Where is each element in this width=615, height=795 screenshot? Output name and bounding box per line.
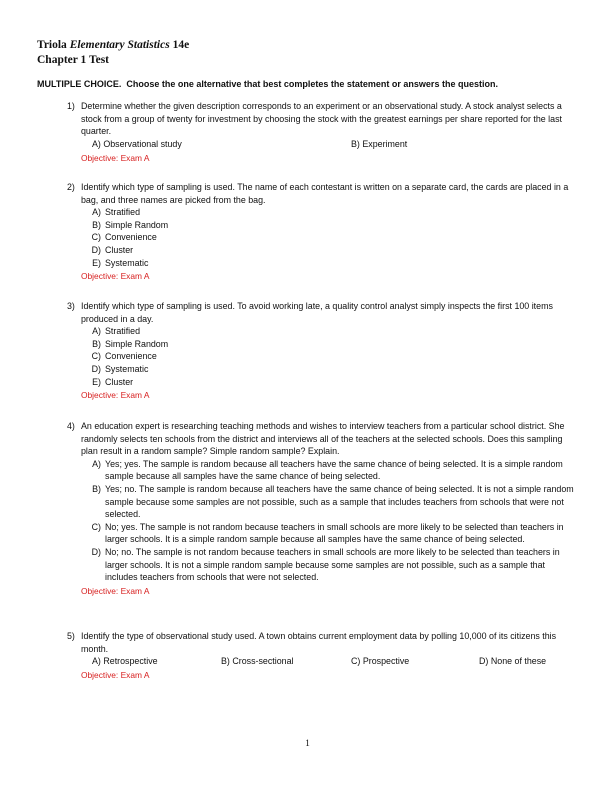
options-row xyxy=(77,138,579,151)
question-1 xyxy=(67,100,579,164)
option-e[interactable] xyxy=(81,257,579,270)
question-number: 2) xyxy=(67,182,75,192)
question-text: An education expert is researching teaching methods and wishes to interview teachers from a particular school district. She randomly selects ten schools from the district and interviews all of the teachers at the selected schools. Does this sampling plan result in a random sample? Simple random sample? Explain. xyxy=(81,421,565,457)
option-letter: B) xyxy=(221,656,230,667)
objective-label: Objective: Exam A xyxy=(81,585,150,596)
option-letter: B) xyxy=(92,219,101,230)
option-text: Observational study xyxy=(103,138,182,149)
options-list xyxy=(81,206,579,269)
question-stem xyxy=(67,100,579,138)
question-4 xyxy=(67,420,579,597)
question-stem xyxy=(67,420,579,458)
question-stem xyxy=(67,181,579,206)
option-e[interactable] xyxy=(81,376,579,389)
question-number: 5) xyxy=(67,631,75,641)
question-2 xyxy=(67,181,579,282)
book-title: Elementary Statistics xyxy=(69,39,170,51)
option-c[interactable] xyxy=(351,655,409,668)
question-number: 1) xyxy=(67,101,75,111)
option-text: Yes; no. The sample is random because all teachers have the same chance of being selected. It is not a simple random sample because some samples are not possible, such as a sample that includes teachers from schools that were not selected. xyxy=(105,483,574,520)
option-c[interactable] xyxy=(81,521,579,546)
option-a[interactable] xyxy=(92,138,182,151)
objective-label: Objective: Exam A xyxy=(81,271,150,282)
option-letter: D) xyxy=(479,656,489,667)
question-text: Identify which type of sampling is used. To avoid working late, a quality control analyst simply inspects the first 100 items produced in a day. xyxy=(81,301,553,324)
option-letter: D) xyxy=(91,546,101,557)
option-a[interactable] xyxy=(81,458,579,483)
option-letter: A) xyxy=(92,207,101,218)
option-d[interactable] xyxy=(81,546,579,584)
option-b[interactable] xyxy=(221,655,294,668)
question-text: Identify which type of sampling is used. The name of each contestant is written on a separate card, the cards are placed in a bag, and three names are picked from the bag. xyxy=(81,182,569,205)
question-number: 4) xyxy=(67,421,75,431)
option-letter: E) xyxy=(92,376,101,387)
option-text: Convenience xyxy=(105,232,157,243)
objective-label: Objective: Exam A xyxy=(81,390,150,401)
option-text: Simple Random xyxy=(105,338,169,349)
question-5 xyxy=(67,630,579,681)
page-number: 1 xyxy=(305,739,310,749)
option-a[interactable] xyxy=(81,325,579,338)
option-text: No; yes. The sample is not random because teachers in small schools are more likely to be selected than teachers in larger schools. It is a simple random sample because all samples have the same chance of being selected. xyxy=(105,521,564,545)
option-letter: C) xyxy=(91,521,101,532)
option-text: None of these xyxy=(490,656,547,667)
question-stem xyxy=(67,300,579,325)
option-letter: A) xyxy=(92,326,101,337)
option-text: Stratified xyxy=(105,326,141,337)
option-letter: A) xyxy=(92,656,101,667)
objective-label: Objective: Exam A xyxy=(81,152,150,163)
option-letter: B) xyxy=(92,338,101,349)
option-b[interactable] xyxy=(81,483,579,521)
option-d[interactable] xyxy=(81,244,579,257)
question-text: Identify the type of observational study used. A town obtains current employment data by polling 10,000 of its citizens this month. xyxy=(81,631,557,654)
option-text: Prospective xyxy=(362,656,410,667)
option-letter: B) xyxy=(92,483,101,494)
option-text: Simple Random xyxy=(105,219,169,230)
option-letter: C) xyxy=(91,351,101,362)
option-text: Retrospective xyxy=(103,656,158,667)
option-text: Systematic xyxy=(105,363,149,374)
option-b[interactable] xyxy=(81,219,579,232)
option-text: Cluster xyxy=(105,244,134,255)
option-text: Cross-sectional xyxy=(232,656,294,667)
option-a[interactable] xyxy=(81,206,579,219)
option-letter: D) xyxy=(91,363,101,374)
option-text: Experiment xyxy=(362,138,408,149)
option-c[interactable] xyxy=(81,350,579,363)
test-title: Chapter 1 Test xyxy=(37,54,109,66)
option-text: Systematic xyxy=(105,257,149,268)
option-text: No; no. The sample is not random because teachers in small schools are more likely to be selected than teachers in larger schools. It is not a simple random sample because some samples are not possible, such as a sample that includes teachers from schools that were not selected. xyxy=(105,546,560,583)
author: Triola xyxy=(37,39,67,51)
options-row xyxy=(77,655,579,668)
option-d[interactable] xyxy=(81,363,579,376)
option-text: Yes; yes. The sample is random because all teachers have the same chance of being selected. It is a simple random sample because all samples have the same chance of being selected. xyxy=(105,458,563,482)
instructions xyxy=(37,78,498,90)
question-number: 3) xyxy=(67,301,75,311)
option-text: Convenience xyxy=(105,351,157,362)
edition: 14e xyxy=(172,39,190,51)
instructions-label: MULTIPLE CHOICE. xyxy=(37,79,122,89)
option-text: Stratified xyxy=(105,207,141,218)
question-3 xyxy=(67,300,579,401)
objective-label: Objective: Exam A xyxy=(81,670,150,681)
instructions-text: Choose the one alternative that best completes the statement or answers the question. xyxy=(126,79,498,89)
question-text: Determine whether the given description corresponds to an experiment or an observational study. A stock analyst selects a stock from a group of twenty for investment by choosing the stock with the greatest earnings per share reported for the last quarter. xyxy=(81,101,562,137)
option-letter: A) xyxy=(92,138,101,149)
option-letter: C) xyxy=(91,232,101,243)
option-letter: E) xyxy=(92,257,101,268)
option-b[interactable] xyxy=(351,138,407,151)
option-letter: B) xyxy=(351,138,360,149)
option-b[interactable] xyxy=(81,338,579,351)
option-d[interactable] xyxy=(479,655,546,668)
question-stem xyxy=(67,630,579,655)
options-list xyxy=(81,325,579,388)
option-letter: A) xyxy=(92,458,101,469)
option-letter: D) xyxy=(91,244,101,255)
option-text: Cluster xyxy=(105,376,134,387)
course-header xyxy=(37,38,189,52)
option-letter: C) xyxy=(351,656,361,667)
option-a[interactable] xyxy=(92,655,158,668)
option-c[interactable] xyxy=(81,231,579,244)
options-list xyxy=(81,458,579,584)
